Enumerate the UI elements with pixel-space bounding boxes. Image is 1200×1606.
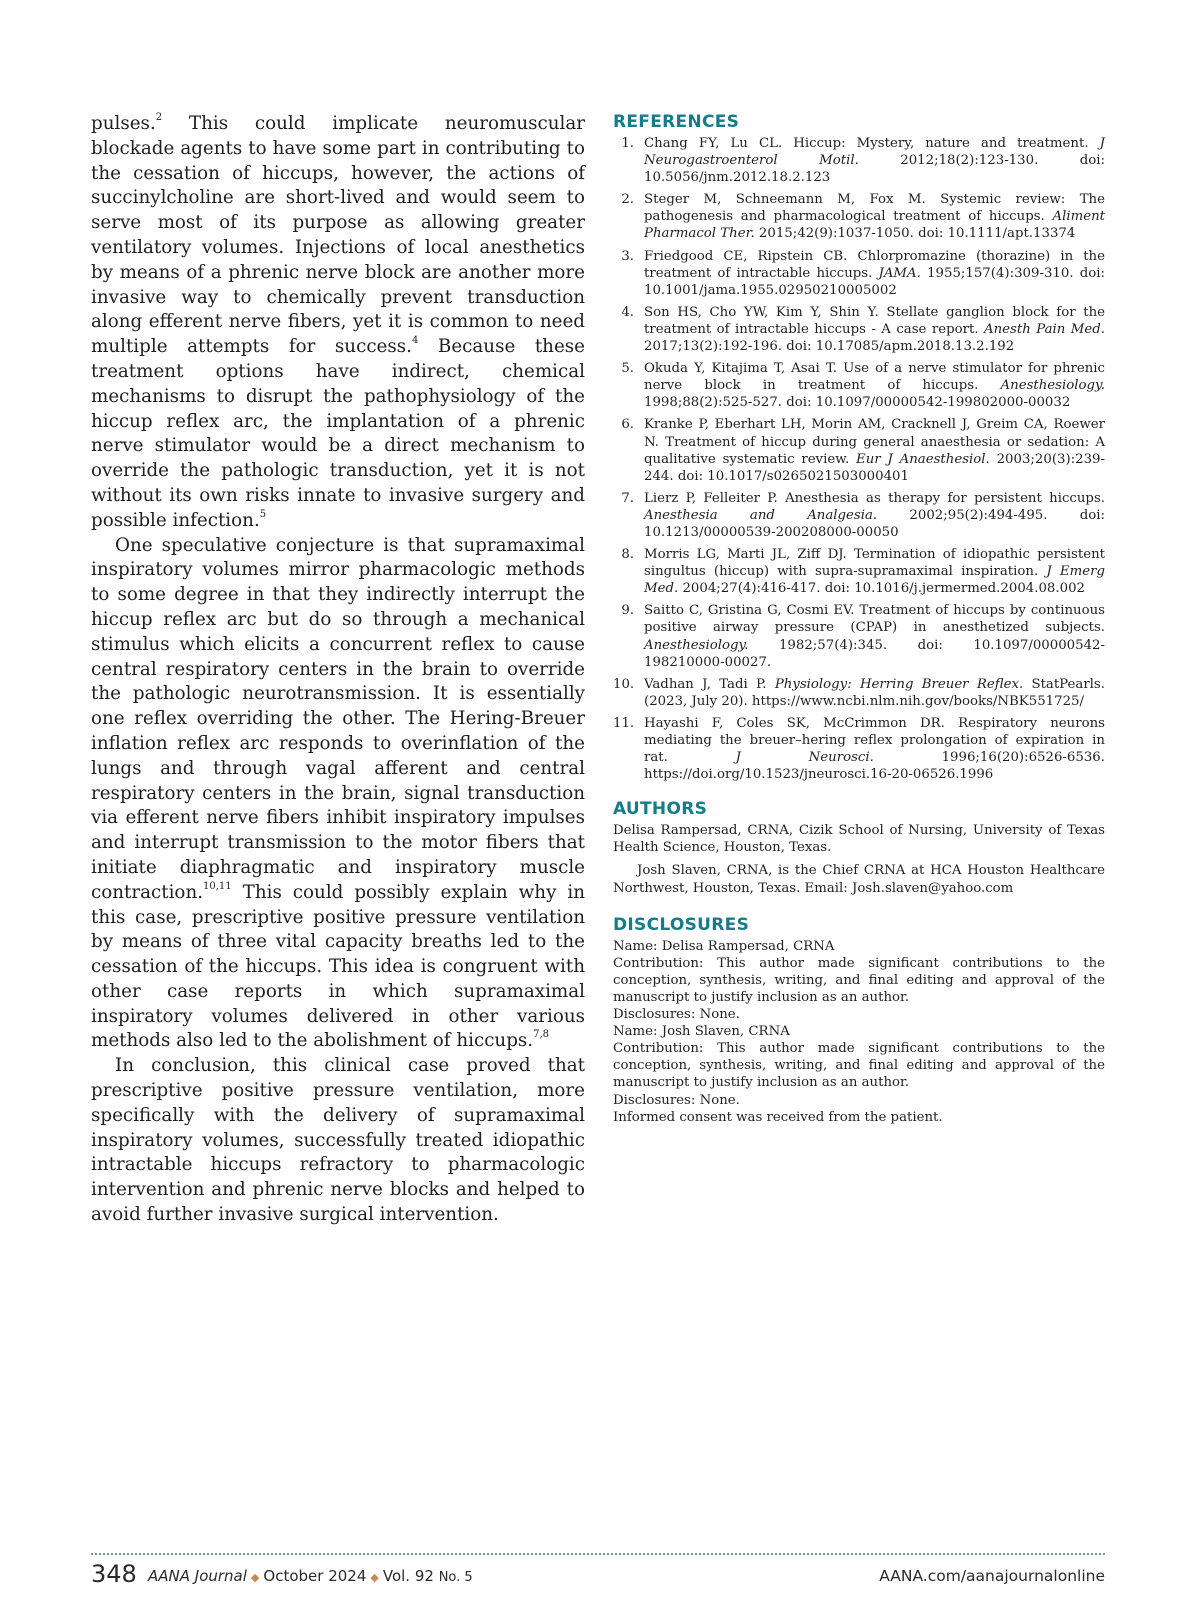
references-heading: REFERENCES (613, 112, 740, 132)
disclosure-line: Informed consent was received from the patient. (613, 1109, 943, 1125)
text-run: This could implicate neuromuscular blockade agents to have some part in contributing to the cessation of hiccups, however, the actions of succinylcholine are short-lived and would seem to serve most of its purpose as allowing greater ventilatory volumes. Injections of local anesthetics by means of a phrenic nerve block are another more invasive way to chemically prevent transduction along efferent nerve fibers, yet it is common to need multiple attempts for success. (91, 113, 585, 358)
text-run: Morris LG, Marti JL, Ziff DJ. Termination of idiopathic persistent singultus (hiccup) with supra-supramaximal inspiration. (644, 547, 1105, 580)
disclosure-line: Name: Delisa Rampersad, CRNA (613, 938, 835, 954)
text-run: Son HS, Cho YW, Kim Y, Shin Y. Stellate ganglion block for the treatment of intractable hiccups - A case report. (644, 304, 1105, 337)
text-run: 1955;157(4):309-310. doi: 10.1001/jama.1955.02950210005002 (644, 265, 1105, 298)
author-affiliation: Delisa Rampersad, CRNA, Cizik School of Nursing, University of Texas Health Science, Houston, Texas. (613, 823, 1105, 856)
reference-item (613, 360, 1105, 411)
text-run: 2003;20(3):239-244. doi: 10.1017/s0265021503000401 (644, 451, 1106, 484)
disclosure-line: Contribution: This author made significant contributions to the conception, synthesis, writing, and final editing and approval of the manuscript to justify inclusion as an author. (613, 955, 1105, 1005)
text-run: 2012;18(2):123-130. doi: 10.5056/jnm.2012.18.2.123 (644, 153, 1105, 186)
text-run: Okuda Y, Kitajima T, Asai T. Use of a nerve stimulator for phrenic nerve block in treatment of hiccups. (644, 361, 1105, 394)
page-number: 348 (91, 1560, 137, 1588)
reference-number: 11. (613, 715, 635, 731)
text-run: 2002;95(2):494-495. doi: 10.1213/00000539-200208000-00050 (644, 507, 1105, 540)
reference-number: 10. (613, 676, 635, 692)
citation-superscript: 4 (411, 335, 419, 347)
text-run: 1998;88(2):525-527. doi: 10.1097/00000542-199802000-00032 (644, 395, 1071, 411)
citation-superscript: 10,11 (203, 880, 232, 892)
page-footer (91, 1560, 1105, 1590)
reference-item (613, 602, 1105, 670)
author-affiliation: Josh Slaven, CRNA, is the Chief CRNA at HCA Houston Healthcare Northwest, Houston, Texas. Email: Josh.slaven@yahoo.com (613, 863, 1105, 896)
reference-item (613, 715, 1105, 783)
text-run: Kranke P, Eberhart LH, Morin AM, Cracknell J, Greim CA, Roewer N. Treatment of hiccup during general anaesthesia or sedation: A qualitative systematic review. (644, 417, 1105, 467)
journal-title: J Neurosci. (735, 750, 874, 766)
citation-superscript: 7,8 (533, 1029, 550, 1041)
journal-title: Anesth Pain Med. (984, 321, 1106, 337)
reference-item (613, 304, 1105, 355)
reference-number: 8. (621, 547, 634, 563)
journal-title: Aliment Pharmacol Ther. (644, 209, 1105, 242)
back-matter-column (613, 112, 1105, 1126)
footer-dotted-rule (91, 1553, 1105, 1555)
journal-title: Physiology: Herring Breuer Reflex. (774, 676, 1024, 692)
text-run: 2015;42(9):1037-1050. doi: 10.1111/apt.13374 (754, 226, 1076, 242)
reference-number: 1. (621, 136, 634, 151)
volume: Vol. 92 (382, 1567, 434, 1585)
reference-item (613, 416, 1105, 484)
reference-item (613, 676, 1105, 710)
reference-number: 5. (621, 361, 634, 377)
authors-section (613, 822, 1105, 896)
issue-date: October 2024 (263, 1567, 367, 1585)
journal-title: Anesthesiology. (644, 637, 749, 653)
diamond-separator-icon: ◆ (370, 1571, 379, 1584)
disclosure-line: Disclosures: None. (613, 1007, 740, 1023)
journal-title: Eur J Anaesthesiol. (856, 451, 990, 467)
text-run: 2017;13(2):192-196. doi: 10.17085/apm.2018.13.2.192 (644, 339, 1015, 355)
reference-number: 7. (621, 490, 634, 506)
reference-number: 3. (621, 248, 634, 264)
text-run: Because these treatment options have indirect, chemical mechanisms to disrupt the pathophysiology of the hiccup reflex arc, the implantation of a phrenic nerve stimulator would be a direct mechanism to override the pathologic transduction, yet it is not without its own risks innate to invasive surgery and possible infection. (91, 336, 585, 531)
disclosure-line: Disclosures: None. (613, 1092, 740, 1108)
authors-heading: AUTHORS (613, 799, 708, 820)
reference-item (613, 546, 1105, 597)
reference-item (613, 135, 1105, 186)
diamond-separator-icon: ◆ (250, 1571, 260, 1584)
text-run: Vadhan J, Tadi P. (644, 676, 775, 692)
journal-title: JAMA. (878, 265, 921, 281)
text-run: 2004;27(4):416-417. doi: 10.1016/j.jermermed.2004.08.002 (678, 581, 1086, 597)
body-paragraph (91, 1054, 585, 1228)
text-run: This could possibly explain why in this case, prescriptive positive pressure ventilation by means of three vital capacity breaths led to the cessation of the hiccups. This idea is congruent with other case reports in which supramaximal inspiratory volumes delivered in other various methods also led to the abolishment of hiccups. (91, 881, 585, 1052)
text-run: Hayashi F, Coles SK, McCrimmon DR. Respiratory neurons mediating the breuer–hering reflex prolongation of expiration in rat. (644, 715, 1105, 766)
body-paragraph (91, 112, 585, 534)
body-paragraph (91, 534, 585, 1055)
text-run: pulses. (91, 113, 156, 134)
disclosure-line: Name: Josh Slaven, CRNA (613, 1024, 790, 1040)
citation-superscript: 2 (155, 112, 163, 123)
text-run: StatPearls. (2023, July 20). https://www.ncbi.nlm.nih.gov/books/NBK551725/ (644, 676, 1105, 709)
reference-item (613, 490, 1105, 541)
citation-superscript: 5 (259, 508, 267, 520)
text-run: Friedgood CE, Ripstein CB. Chlorpromazine (thorazine) in the treatment of intractable hiccups. (644, 248, 1105, 281)
text-run: Chang FY, Lu CL. Hiccup: Mystery, nature and treatment. (644, 136, 1100, 151)
text-run: One speculative conjecture is that supramaximal inspiratory volumes mirror pharmacologic methods to some degree in that they indirectly interrupt the hiccup reflex arc but do so through a mechanical stimulus which elicits a concurrent reflex to cause central respiratory centers in the brain to override the pathologic neurotransmission. It is essentially one reflex overriding the other. The Hering-Breuer inflation reflex arc responds to overinflation of the lungs and through vagal afferent and central respiratory centers in the brain, signal transduction via efferent nerve fibers inhibit inspiratory impulses and interrupt transmission to the motor fibers that initiate diaphragmatic and inspiratory muscle contraction. (91, 534, 585, 903)
text-run: Lierz P, Felleiter P. Anesthesia as therapy for persistent hiccups. (644, 490, 1105, 506)
text-run: Steger M, Schneemann M, Fox M. Systemic review: The pathogenesis and pharmacological treatment of hiccups. (644, 192, 1105, 225)
disclosures-section (613, 938, 1105, 1126)
journal-name: AANA Journal (148, 1567, 247, 1585)
reference-list (613, 135, 1105, 783)
text-run: In conclusion, this clinical case proved that prescriptive positive pressure ventilation, more specifically with the delivery of supramaximal inspiratory volumes, successfully treated idiopathic intractable hiccups refractory to pharmacologic intervention and phrenic nerve blocks and helped to avoid further invasive surgical intervention. (91, 1055, 585, 1226)
reference-item (613, 191, 1105, 242)
journal-masthead (148, 1567, 473, 1587)
journal-website-link[interactable]: AANA.com/aanajournalonline (879, 1567, 1105, 1585)
disclosure-line: Contribution: This author made significant contributions to the conception, synthesis, writing, and final editing and approval of the manuscript to justify inclusion as an author. (613, 1041, 1105, 1091)
body-text-column (91, 112, 585, 1228)
text-run: Saitto C, Gristina G, Cosmi EV. Treatment of hiccups by continuous positive airway pressure (CPAP) in anesthetized subjects. (644, 603, 1105, 636)
text-run: 1982;57(4):345. doi: 10.1097/00000542-198210000-00027. (644, 637, 1105, 670)
issue-number: No. 5 (438, 1570, 473, 1585)
reference-number: 6. (621, 417, 634, 433)
text-run: 1996;16(20):6526-6536. https://doi.org/10.1523/jneurosci.16-20-06526.1996 (644, 750, 1105, 783)
reference-item (613, 248, 1105, 299)
disclosures-heading: DISCLOSURES (613, 914, 750, 935)
journal-title: Anesthesia and Analgesia. (644, 507, 878, 523)
reference-number: 9. (621, 603, 634, 619)
journal-title: J Neurogastroenterol Motil. (644, 136, 1105, 169)
reference-number: 2. (621, 192, 634, 208)
journal-title: Anesthesiology. (1000, 378, 1105, 394)
journal-title: J Emerg Med. (644, 564, 1105, 597)
reference-number: 4. (621, 304, 634, 320)
